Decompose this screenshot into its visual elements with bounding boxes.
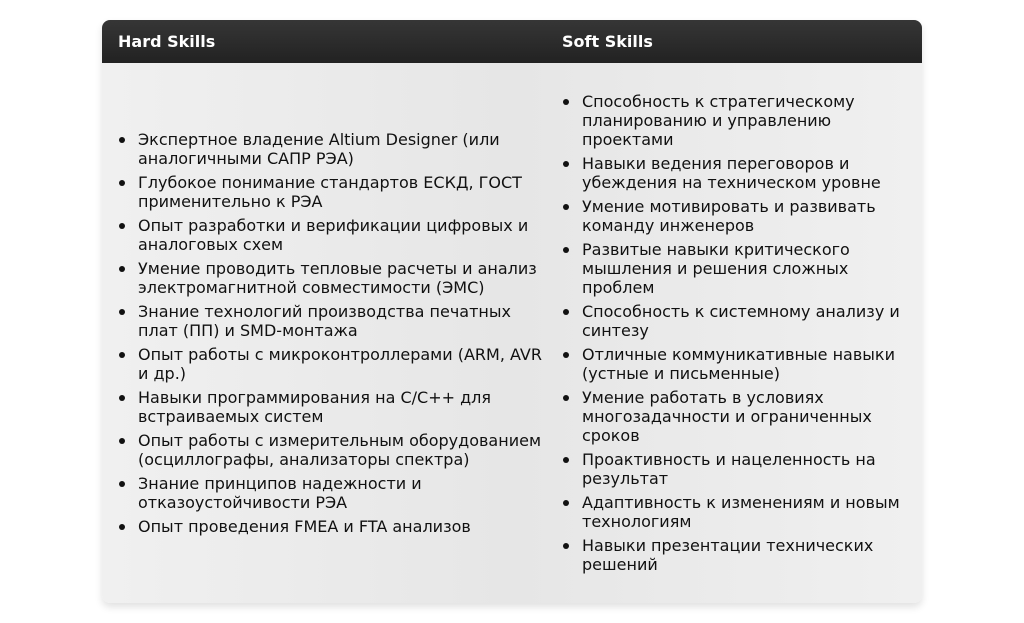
hard-skill-item: Глубокое понимание стандартов ЕСКД, ГОСТ применительно к РЭА xyxy=(102,173,542,211)
hard-skill-item: Знание принципов надежности и отказоустойчивости РЭА xyxy=(102,474,542,512)
hard-skill-item: Опыт разработки и верификации цифровых и аналоговых схем xyxy=(102,216,542,254)
soft-skills-list xyxy=(546,92,922,574)
soft-skill-item: Умение мотивировать и развивать команду инженеров xyxy=(546,197,922,235)
hard-skills-heading: Hard Skills xyxy=(118,32,216,51)
soft-skill-item: Развитые навыки критического мышления и решения сложных проблем xyxy=(546,240,922,297)
soft-skills-heading: Soft Skills xyxy=(562,32,653,51)
hard-skill-item: Умение проводить тепловые расчеты и анализ электромагнитной совместимости (ЭМС) xyxy=(102,259,542,297)
hard-skills-column xyxy=(102,63,542,603)
skills-table xyxy=(102,20,922,603)
hard-skill-item: Опыт работы с микроконтроллерами (ARM, AVR и др.) xyxy=(102,345,542,383)
hard-skill-item: Навыки программирования на C/C++ для встраиваемых систем xyxy=(102,388,542,426)
hard-skills-list xyxy=(102,130,542,536)
soft-skill-item: Навыки презентации технических решений xyxy=(546,536,922,574)
soft-skill-item: Проактивность и нацеленность на результат xyxy=(546,450,922,488)
soft-skill-item: Способность к системному анализу и синтезу xyxy=(546,302,922,340)
soft-skills-column xyxy=(546,63,922,603)
soft-skill-item: Умение работать в условиях многозадачности и ограниченных сроков xyxy=(546,388,922,445)
soft-skill-item: Навыки ведения переговоров и убеждения на техническом уровне xyxy=(546,154,922,192)
hard-skill-item: Опыт работы с измерительным оборудованием (осциллографы, анализаторы спектра) xyxy=(102,431,542,469)
hard-skill-item: Экспертное владение Altium Designer (или аналогичными САПР РЭА) xyxy=(102,130,542,168)
soft-skill-item: Способность к стратегическому планированию и управлению проектами xyxy=(546,92,922,149)
table-header xyxy=(102,20,922,63)
soft-skill-item: Отличные коммуникативные навыки (устные и письменные) xyxy=(546,345,922,383)
hard-skill-item: Опыт проведения FMEA и FTA анализов xyxy=(102,517,542,536)
hard-skill-item: Знание технологий производства печатных плат (ПП) и SMD-монтажа xyxy=(102,302,542,340)
soft-skill-item: Адаптивность к изменениям и новым технологиям xyxy=(546,493,922,531)
